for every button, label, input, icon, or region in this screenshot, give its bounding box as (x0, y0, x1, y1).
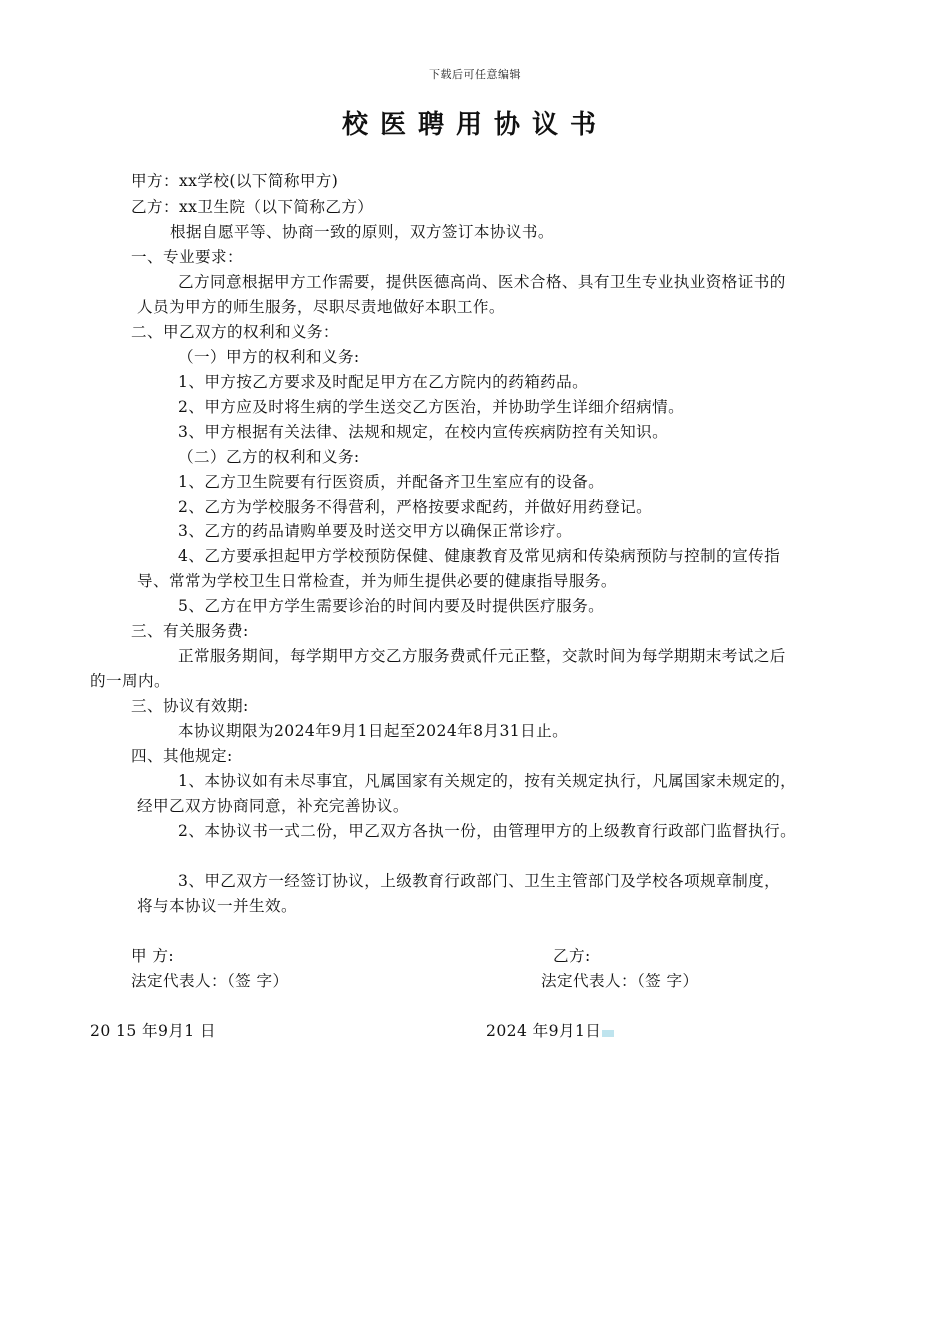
party-b-line: 乙方：xx卫生院（以下简称乙方） (131, 198, 374, 216)
section-2b-item-2: 2、乙方为学校服务不得营利，严格按要求配药，并做好用药登记。 (178, 498, 653, 516)
validity-heading: 三、协议有效期: (131, 697, 249, 715)
section-4-item-1-line-2: 经甲乙双方协商同意，补充完善协议。 (137, 797, 409, 815)
section-3-text-line-2: 的一周内。 (90, 672, 170, 690)
intro-paragraph: 根据自愿平等、协商一致的原则，双方签订本协议书。 (170, 223, 554, 241)
party-b-date: 2024 年9月1日 (486, 1022, 602, 1040)
section-2b-heading: （二）乙方的权利和义务: (178, 448, 360, 466)
section-4-item-3-line-1: 3、甲乙双方一经签订协议，上级教育行政部门、卫生主管部门及学校各项规章制度， (178, 872, 781, 890)
party-b-signature-label: 乙方: (553, 947, 591, 965)
section-2-heading: 二、甲乙双方的权利和义务： (131, 323, 339, 341)
section-3-heading: 三、有关服务费: (131, 622, 249, 640)
party-b-date-line (486, 1021, 614, 1041)
party-a-signature-label: 甲 方: (131, 947, 174, 965)
party-a-date: 20 15 年9月1 日 (90, 1022, 216, 1040)
party-b-representative: 法定代表人：（签 字） (541, 972, 699, 990)
highlight-mark (602, 1030, 614, 1037)
section-2b-item-5: 5、乙方在甲方学生需要诊治的时间内要及时提供医疗服务。 (178, 597, 605, 615)
section-2a-item-3: 3、甲方根据有关法律、法规和规定，在校内宣传疾病防控有关知识。 (178, 423, 669, 441)
section-2b-item-1: 1、乙方卫生院要有行医资质，并配备齐卫生室应有的设备。 (178, 473, 605, 491)
validity-text: 本协议期限为2024年9月1日起至2024年8月31日止。 (178, 722, 569, 740)
party-a-representative: 法定代表人：（签 字） (131, 972, 289, 990)
section-3-text-line-1: 正常服务期间，每学期甲方交乙方服务费贰仟元正整，交款时间为每学期期末考试之后 (178, 647, 786, 665)
section-2b-item-3: 3、乙方的药品请购单要及时送交甲方以确保正常诊疗。 (178, 522, 573, 540)
section-2b-item-4-line-2: 导、常常为学校卫生日常检查，并为师生提供必要的健康指导服务。 (137, 572, 617, 590)
page-header-note: 下载后可任意编辑 (429, 68, 521, 81)
section-4-item-2: 2、本协议书一式二份，甲乙双方各执一份，由管理甲方的上级教育行政部门监督执行。 (178, 822, 797, 840)
section-2a-item-1: 1、甲方按乙方要求及时配足甲方在乙方院内的药箱药品。 (178, 373, 589, 391)
page-title: 校医聘用协议书 (341, 110, 608, 140)
section-4-heading: 四、其他规定: (131, 747, 233, 765)
section-1-text-line-2: 人员为甲方的师生服务，尽职尽责地做好本职工作。 (137, 298, 505, 316)
section-1-text-line-1: 乙方同意根据甲方工作需要，提供医德高尚、医术合格、具有卫生专业执业资格证书的 (178, 273, 786, 291)
section-2a-heading: （一）甲方的权利和义务: (178, 348, 360, 366)
section-4-item-1-line-1: 1、本协议如有未尽事宜，凡属国家有关规定的，按有关规定执行，凡属国家未规定的， (178, 772, 797, 790)
section-1-heading: 一、专业要求： (131, 248, 243, 266)
section-2b-item-4-line-1: 4、乙方要承担起甲方学校预防保健、健康教育及常见病和传染病预防与控制的宣传指 (178, 547, 781, 565)
section-2a-item-2: 2、甲方应及时将生病的学生送交乙方医治，并协助学生详细介绍病情。 (178, 398, 685, 416)
party-a-line: 甲方：xx学校(以下简称甲方) (131, 172, 339, 190)
section-4-item-3-line-2: 将与本协议一并生效。 (137, 897, 297, 915)
